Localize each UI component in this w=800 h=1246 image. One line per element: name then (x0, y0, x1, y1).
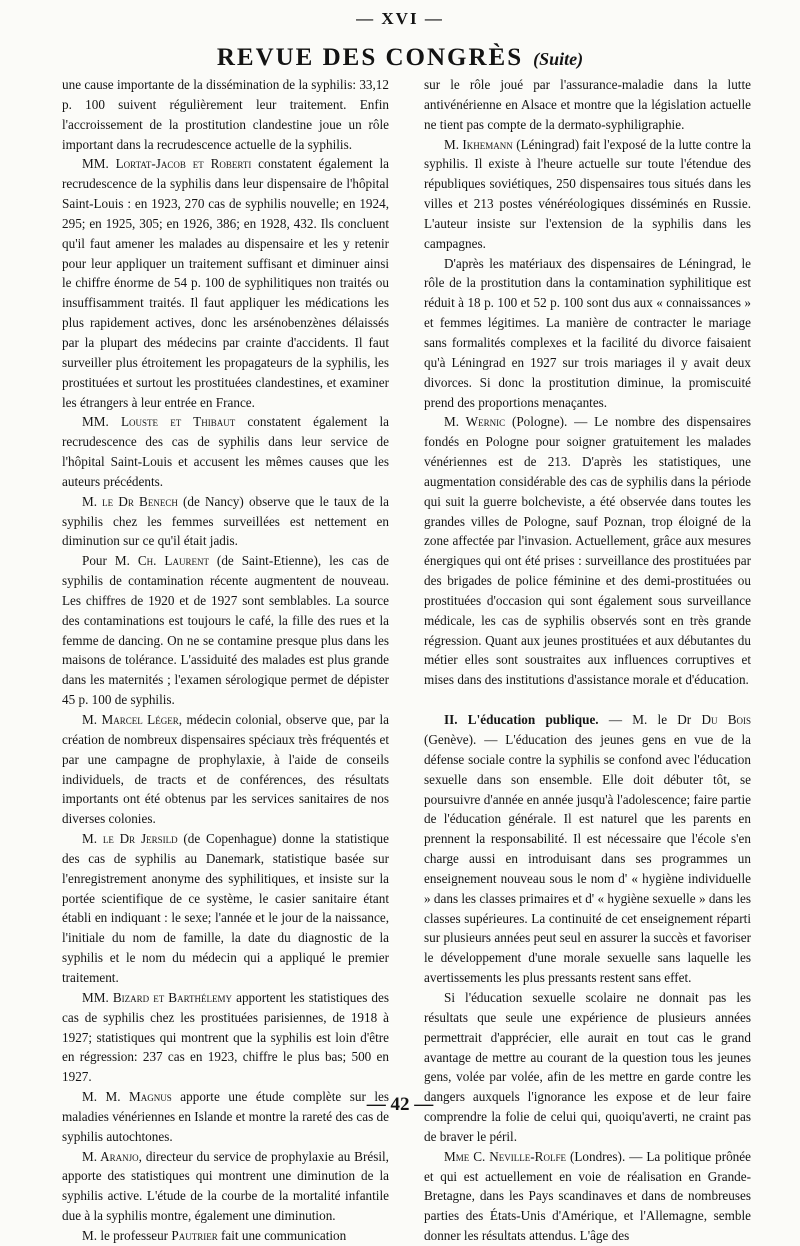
paragraph-text: M. le professeur (82, 1227, 172, 1243)
paragraph (62, 412, 389, 491)
author-names: M. le Dr Benech (82, 493, 178, 509)
section-paragraph (424, 710, 751, 988)
running-header (0, 44, 800, 72)
paragraph-text: constatent également la recrudescence des cas de syphilis dans leur service de l'hôpital Saint-Louis et accusent les mêmes causes que les auteurs précédents. (62, 414, 389, 489)
paragraph (62, 829, 389, 988)
paragraph-text: (Pologne). — Le nombre des dispensaires fondés en Pologne pour soigner gratuitement les malades vénériennes est de 213. D'après les statistiques, une augmentation considérable des cas de syphilis dans la période qui suit la guerre bolcheviste, a été observée dans toutes les grandes villes de Pologne, sauf Poznan, trop éloigné de la zone affectée par l'invasion. Actuellement, grâce aux mesures énergiques qui ont été prises : surveillance des prostituées par des brigades de police féminine et des demi-prostituées ou prostituées d'occasion qui sont également sous surveillance médicale, les cas de syphilis observés sont en très grande régression. Quant aux jeunes prostituées et aux débutantes du métier elles sont soustraites aux influences corruptives et mises dans des institutions d'assistance morale et d'éducation. (424, 414, 751, 688)
paragraph-text: (de Nancy) observe que le taux de la syphilis chez les femmes surveillées est nettement en diminution sur ce qu'il était jadis. (62, 493, 389, 549)
author-names: M. Marcel Léger (82, 712, 179, 727)
paragraph: sur le rôle joué par l'assurance-maladie dans la lutte antivénérienne en Alsace et montre que la législation actuelle ne tient pas compte de la dermato-syphiligraphie. (424, 77, 751, 132)
paragraph-text: (Londres). — La politique prônée et qui est actuellement en voie de réalisation en Grande-Bretagne, dans les Pays scandinaves et dans de nombreuses parties des États-Unis d'Amérique, et l'Allemagne, semble donner les résultats attendus. L'âge des (424, 1148, 751, 1244)
author-names: M. M. Magnus (82, 1089, 172, 1105)
author-names: Ch. Laurent (137, 553, 209, 569)
author-names: M. Ikhemann (444, 136, 513, 152)
paragraph (62, 492, 389, 552)
author-names: M. Wernic (444, 414, 506, 430)
paragraph-text: (Genève). — L'éducation des jeunes gens en vue de la défense sociale contre la syphilis se confond avec l'éducation sexuelle dans son ensemble. Elle doit débuter tôt, se poursuivre d'année en année jusqu'à l'adolescence; faire partie de l'éducation générale. Il est naturel que les parents en prennent la responsabilité. Il est nécessaire que l'école s'en charge aussi en introduisant dans ses programmes un enseignement nouveau sous le nom d' « hygiène individuelle » dans les classes primaires et d' « hygiène sexuelle » dans les classes supérieures. La continuité de cet enseignement réparti sur plusieurs années peut seul en assurer la succès et favoriser le développement d'une morale sexuelle sans laquelle les avertissements les plus pressants restent sans effet. (424, 732, 751, 986)
paragraph-text: apportent les statistiques des cas de syphilis chez les prostituées parisiennes, de 1918 à 1927; statistiques qui montrent que la syphilis est loin d'être en régression: 237 cas en 1923, chiffre le plus bas; 500 en 1927. (62, 989, 389, 1085)
section-heading: II. L'éducation publique. (444, 712, 599, 728)
right-column (424, 75, 752, 1244)
paragraph-text: Pour M. (82, 553, 138, 569)
left-column (62, 75, 389, 1243)
paragraph-text: fait une communication (217, 1227, 347, 1243)
paragraph (62, 1226, 389, 1246)
paragraph (424, 412, 751, 690)
paragraph-text: , directeur du service de prophylaxie au Brésil, apporte des statistiques qui montrent une diminution de la syphilis active. L'étude de la courbe de la mortalité infantile due à la syphilis montre, également une diminution. (62, 1148, 389, 1224)
paragraph-text: apporte une étude complète sur les maladies vénériennes en Islande et montre la rareté des cas de syphilis autochtones. (62, 1089, 389, 1144)
paragraph (62, 988, 389, 1087)
author-names: Pautrier (171, 1227, 218, 1243)
paragraph (424, 135, 751, 254)
paragraph: Si l'éducation sexuelle scolaire ne donnait pas les résultats que seule une expérience de plusieurs années permettrait d'apprécier, elle aurait en tout cas le grand avantage de mettre au courant de la question tous les jeunes gens, volée par volée, afin de les mettre en garde contre les dangers auxquels l'ignorance les expose et de leur faire comprendre la folie de celui qui, quoiqu'averti, ne craint pas de braver le péril. (424, 989, 751, 1144)
author-names: Mme C. Neville-Rolfe (444, 1148, 566, 1164)
page-number: — 42 — (366, 1094, 434, 1115)
journal-subtitle: (Suite) (533, 49, 584, 69)
journal-title: REVUE DES CONGRÈS (216, 44, 524, 71)
paragraph (62, 551, 389, 710)
author-names: M. Aranjo (82, 1148, 139, 1164)
paragraph: D'après les matériaux des dispensaires de Léningrad, le rôle de la prostitution dans la contamination syphilitique est réduit à 18 p. 100 et 52 p. 100 sont dus aux « connaissances » et femmes légitimes. La manière de contracter le mariage sans formalités complexes et la facilité du divorce faisaient qu'à Léningrad en 1927 sur trois mariages il y avait deux divorces. Si donc la prostitution diminue, la promiscuité prend des proportions menaçantes. (424, 255, 751, 410)
paragraph (62, 710, 389, 829)
paragraph-text: (Léningrad) fait l'exposé de la lutte contre la syphilis. Il existe à l'heure actuelle sur toute l'étendue des républiques soviétiques, 250 dispensaires tous situés dans les villes et 213 postes vénéréologiques disséminés en Russie. L'auteur insiste sur l'extension de la syphilis dans les campagnes. (424, 136, 752, 251)
author-names: Du Bois (701, 712, 751, 728)
paragraph (424, 1147, 751, 1246)
paragraph-text: , médecin colonial, observe que, par la création de nombreux dispensaires spéciaux très fréquentés et par une campagne de prophylaxie, à l'aide de conseils individuels, de tracts et de conférences, des résultats importants ont été obtenus par les services sanitaires de nos diverses colonies. (62, 712, 389, 827)
paragraph (62, 1147, 389, 1226)
author-names: MM. Louste et Thibaut (82, 414, 236, 430)
paragraph-text: — M. le Dr (598, 712, 702, 728)
paragraph-text: constatent également la recrudescence de la syphilis dans leur dispensaire de l'hôpital Saint-Louis : en 1923, 270 cas de syphilis nouvelle; en 1924, 295; en 1925, 305; en 1926, 386; en 1928, 432. Ils concluent qu'il faut amener les malades au dispensaire et les y retenir pour leur appliquer un traitement suffisant et diminuer ainsi le chiffre énorme de 54 p. 100 de syphilitiques non traités ou insuffisamment traités. Il faut appliquer les médications les plus rapidement actives, donc les arsénobenzènes délaissés par la plupart des médecins par crainte d'accidents. Il faut surveiller plus étroitement les propagateurs de la syphilis, les prostituées et surtout les prostituées clandestines, et examiner les étrangers à leur entrée en France. (62, 156, 389, 410)
paragraph: une cause importante de la dissémination de la syphilis: 33,12 p. 100 suivent régulièrement leur traitement. Enfin l'accroissement de la prostitution clandestine joue un rôle important dans la recrudescence actuelle de la syphilis. (62, 77, 389, 152)
roman-page-number: — XVI — (356, 9, 444, 28)
author-names: M. le Dr Jersild (82, 831, 178, 847)
paragraph-text: (de Copenhague) donne la statistique des cas de syphilis au Danemark, statistique basée sur l'enregistrement anonyme des syphilitiques, et insiste sur la portée scientifique de ce système, le casier sanitaire étant établi en indiquant : le sexe; l'année et le jour de la naissance, l'initiale du nom de famille, la date du diagnostic de la syphilis et le nom du médecin qui a appliqué le premier traitement. (62, 831, 389, 985)
paragraph-text: (de Saint-Etienne), les cas de syphilis de contamination récente augmentent de nouveau. Les chiffres de 1920 et de 1927 sont semblables. La source des contaminations est toujours le café, la fille des rues et la femme de dancing. On ne se contamine presque plus dans les maisons de tolérance. L'assiduité des malades est plus grande dans les maternités ; l'examen sérologique permet de dépister 45 p. 100 de syphilis. (62, 553, 389, 708)
author-names: MM. Bizard et Barthélemy (82, 989, 233, 1005)
author-names: MM. Lortat-Jacob et Roberti (82, 156, 252, 172)
paragraph (62, 154, 389, 412)
